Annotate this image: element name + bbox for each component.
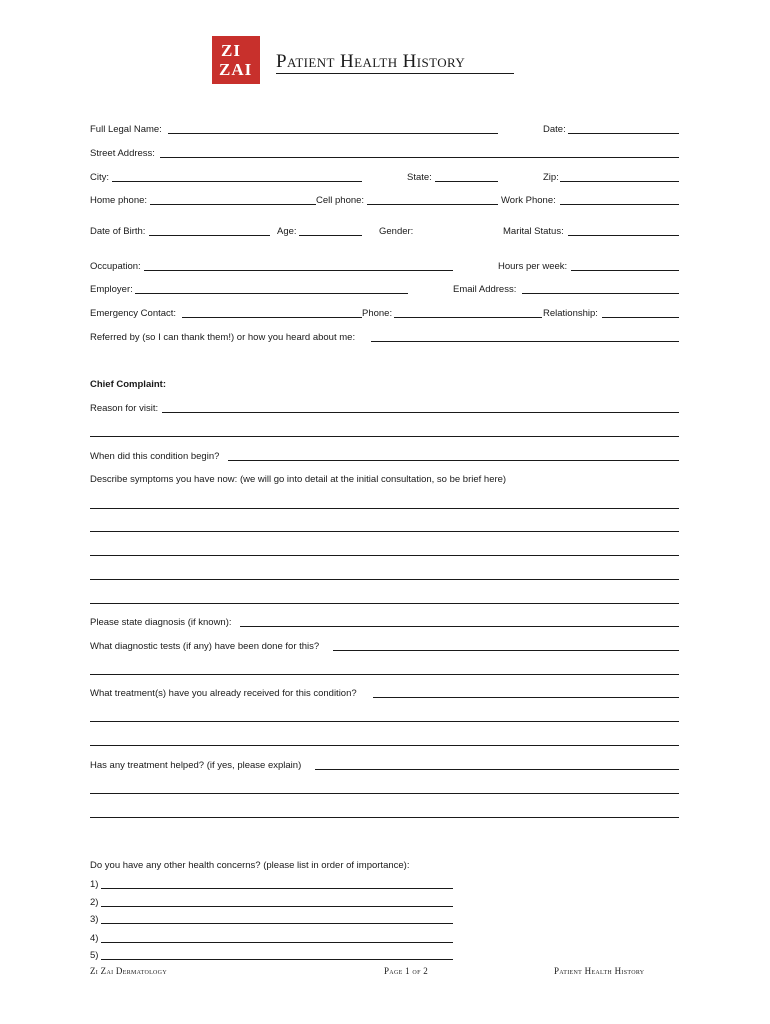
describe-symptoms-label: Describe symptoms you have now: (we will go into detail at the initial consultation, so be brief here) (90, 474, 507, 485)
concern-number: 5) (90, 950, 99, 961)
concern-number: 1) (90, 879, 99, 890)
treatment-helped-label: Has any treatment helped? (if yes, please explain) (90, 760, 302, 771)
footer-page-number: Page 1 of 2 (384, 966, 429, 976)
city-label: City: (90, 172, 109, 183)
diagnostic-tests-field[interactable] (333, 650, 679, 651)
home-phone-field[interactable] (150, 204, 316, 205)
treatments-line-2[interactable] (90, 721, 679, 722)
footer-document-title: Patient Health History (554, 966, 645, 976)
logo-text-top: ZI (221, 41, 241, 60)
condition-began-field[interactable] (228, 460, 679, 461)
dob-label: Date of Birth: (90, 226, 146, 237)
referred-by-field[interactable] (371, 341, 679, 342)
gender-label: Gender: (379, 226, 414, 237)
zip-field[interactable] (560, 181, 679, 182)
treatment-helped-field[interactable] (315, 769, 679, 770)
treatment-helped-line-2[interactable] (90, 793, 679, 794)
home-phone-label: Home phone: (90, 195, 148, 206)
concern-number: 3) (90, 914, 99, 925)
concern-field-5[interactable] (101, 959, 453, 960)
street-address-field[interactable] (160, 157, 679, 158)
treatment-helped-line-3[interactable] (90, 817, 679, 818)
zi-zai-logo (212, 36, 260, 84)
emergency-phone-field[interactable] (394, 317, 542, 318)
diagnostic-tests-line-2[interactable] (90, 674, 679, 675)
treatments-field[interactable] (373, 697, 679, 698)
concern-field-4[interactable] (101, 942, 453, 943)
full-name-label: Full Legal Name: (90, 124, 162, 135)
reason-for-visit-label: Reason for visit: (90, 403, 159, 414)
symptoms-line-4[interactable] (90, 579, 679, 580)
work-phone-field[interactable] (560, 204, 679, 205)
hours-per-week-label: Hours per week: (498, 261, 568, 272)
age-field[interactable] (299, 235, 362, 236)
cell-phone-label: Cell phone: (316, 195, 365, 206)
marital-status-field[interactable] (568, 235, 679, 236)
date-field[interactable] (568, 133, 679, 134)
full-name-field[interactable] (168, 133, 498, 134)
emergency-phone-label: Phone: (362, 308, 393, 319)
title-underline (276, 73, 514, 74)
email-label: Email Address: (453, 284, 517, 295)
footer-practice-name: Zi Zai Dermatology (90, 966, 167, 976)
concern-field-2[interactable] (101, 906, 453, 907)
hours-per-week-field[interactable] (571, 270, 679, 271)
reason-for-visit-field[interactable] (162, 412, 679, 413)
occupation-label: Occupation: (90, 261, 141, 272)
concern-field-1[interactable] (101, 888, 453, 889)
symptoms-line-3[interactable] (90, 555, 679, 556)
age-label: Age: (277, 226, 297, 237)
employer-label: Employer: (90, 284, 133, 295)
diagnosis-label: Please state diagnosis (if known): (90, 617, 232, 628)
symptoms-line-5[interactable] (90, 603, 679, 604)
treatments-label: What treatment(s) have you already received for this condition? (90, 688, 357, 699)
emergency-contact-label: Emergency Contact: (90, 308, 177, 319)
occupation-field[interactable] (144, 270, 453, 271)
other-concerns-label: Do you have any other health concerns? (please list in order of importance): (90, 860, 410, 871)
emergency-contact-field[interactable] (182, 317, 362, 318)
logo-text-bottom: ZAI (219, 60, 253, 79)
concern-field-3[interactable] (101, 923, 453, 924)
zip-label: Zip: (543, 172, 559, 183)
cell-phone-field[interactable] (367, 204, 498, 205)
symptoms-line-1[interactable] (90, 508, 679, 509)
city-field[interactable] (112, 181, 362, 182)
diagnostic-tests-label: What diagnostic tests (if any) have been done for this? (90, 641, 320, 652)
reason-for-visit-line-2[interactable] (90, 436, 679, 437)
concern-number: 2) (90, 897, 99, 908)
concern-number: 4) (90, 933, 99, 944)
symptoms-line-2[interactable] (90, 531, 679, 532)
marital-status-label: Marital Status: (503, 226, 564, 237)
work-phone-label: Work Phone: (501, 195, 556, 206)
street-address-label: Street Address: (90, 148, 155, 159)
chief-complaint-heading: Chief Complaint: (90, 379, 166, 390)
employer-field[interactable] (135, 293, 408, 294)
condition-began-label: When did this condition begin? (90, 451, 220, 462)
referred-by-label: Referred by (so I can thank them!) or how you heard about me: (90, 332, 356, 343)
relationship-field[interactable] (602, 317, 679, 318)
relationship-label: Relationship: (543, 308, 598, 319)
state-label: State: (407, 172, 432, 183)
diagnosis-field[interactable] (240, 626, 679, 627)
email-field[interactable] (522, 293, 679, 294)
date-label: Date: (543, 124, 566, 135)
state-field[interactable] (435, 181, 498, 182)
treatments-line-3[interactable] (90, 745, 679, 746)
page-title: Patient Health History (276, 51, 466, 72)
dob-field[interactable] (149, 235, 270, 236)
